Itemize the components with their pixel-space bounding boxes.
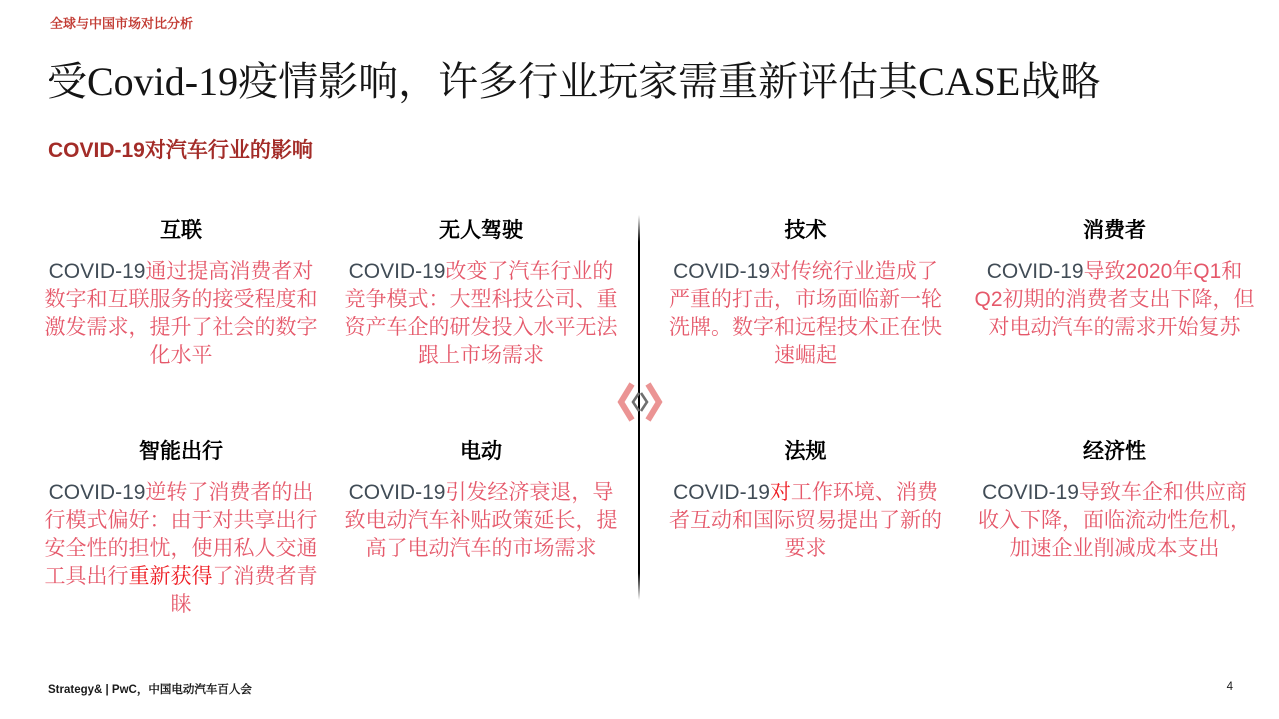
card-technology — [660, 214, 951, 435]
section-label: 全球与中国市场对比分析 — [50, 16, 194, 31]
card-text: 对工作环境、消费者互动和国际贸易提出了新的要求 — [669, 481, 942, 560]
card-body — [660, 258, 951, 370]
covid-prefix: COVID-19 — [348, 481, 446, 504]
card-header: 经济性 — [1083, 440, 1146, 463]
card-header: 技术 — [784, 219, 827, 242]
card-body — [40, 479, 322, 619]
card-header: 互联 — [160, 219, 202, 242]
card-smart-mobility — [40, 435, 322, 619]
card-autonomous — [340, 214, 622, 435]
covid-prefix: COVID-19 — [673, 481, 770, 504]
card-connected — [40, 214, 322, 435]
slide-title: 受Covid-19疫情影响，许多行业玩家需重新评估其CASE战略 — [47, 59, 1101, 104]
card-electric — [340, 435, 622, 619]
slide-subtitle: COVID-19对汽车行业的影响 — [48, 139, 313, 162]
card-body — [969, 479, 1260, 563]
card-regulation — [660, 435, 951, 563]
card-header: 电动 — [460, 440, 502, 463]
card-header: 消费者 — [1083, 219, 1146, 242]
covid-prefix: COVID-19 — [673, 260, 770, 283]
card-text: 通过提高消费者对数字和互联服务的接受程度和激发需求，提升了社会的数字化水平 — [44, 260, 318, 367]
card-text: 逆转了消费者的出行模式偏好：由于对共享出行安全性的担忧，使用私人交通工具出行重新获得了消费者青睐 — [44, 481, 318, 616]
card-body — [340, 479, 622, 563]
card-text: 改变了汽车行业的竞争模式：大型科技公司、重资产车企的研发投入水平无法跟上市场需求 — [344, 260, 618, 367]
page-number: 4 — [1226, 681, 1233, 693]
card-header: 无人驾驶 — [439, 219, 523, 242]
card-economics — [969, 435, 1260, 563]
card-text: 导致2020年Q1和Q2初期的消费者支出下降，但对电动汽车的需求开始复苏 — [974, 260, 1255, 339]
card-header: 智能出行 — [139, 440, 223, 463]
card-text: 对传统行业造成了严重的打击，市场面临新一轮洗牌。数字和远程技术正在快速崛起 — [669, 260, 942, 367]
card-body — [969, 258, 1260, 342]
double-angle-brackets-icon — [617, 381, 663, 423]
card-body — [340, 258, 622, 370]
covid-prefix: COVID-19 — [48, 260, 146, 283]
card-header: 法规 — [784, 440, 827, 463]
covid-prefix: COVID-19 — [48, 481, 146, 504]
covid-prefix: COVID-19 — [982, 481, 1079, 504]
card-text: 引发经济衰退，导致电动汽车补贴政策延长，提高了电动汽车的市场需求 — [344, 481, 618, 560]
right-panel — [660, 214, 1260, 563]
footer-source: Strategy& | PwC，中国电动汽车百人会 — [48, 684, 252, 696]
card-text: 导致车企和供应商收入下降，面临流动性危机，加速企业削减成本支出 — [978, 481, 1251, 560]
card-consumer — [969, 214, 1260, 435]
card-body — [40, 258, 322, 370]
covid-prefix: COVID-19 — [348, 260, 446, 283]
covid-prefix: COVID-19 — [986, 260, 1084, 283]
left-panel — [40, 214, 622, 619]
card-body — [660, 479, 951, 563]
